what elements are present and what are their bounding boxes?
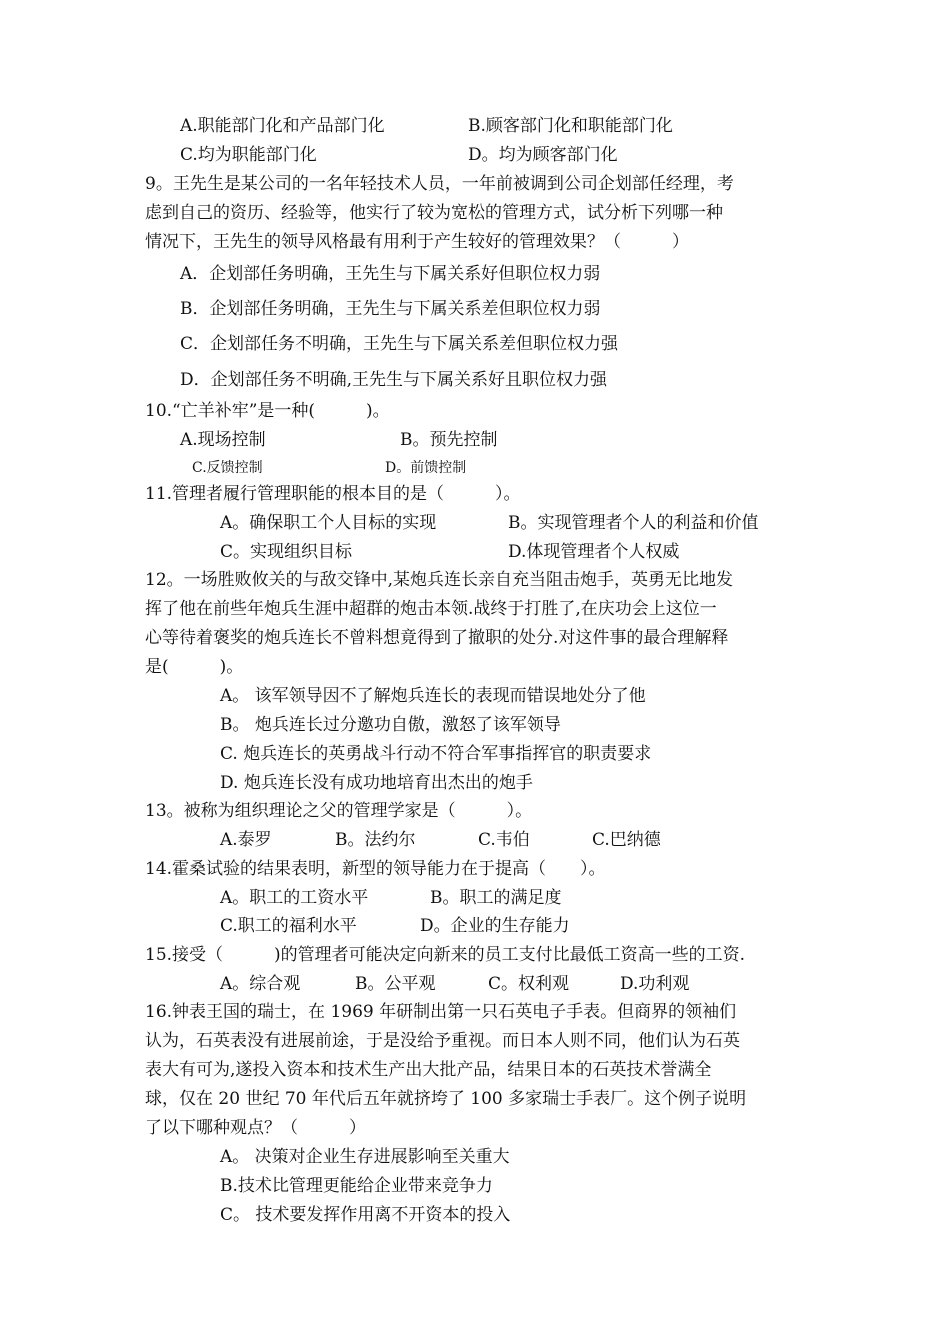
q12-option-b: B。 炮兵连长过分邀功自傲，激怒了该军领导 [220,715,561,735]
q11-stem: 11.管理者履行管理职能的根本目的是（ ）。 [145,484,521,504]
q11-option-b: B。实现管理者个人的利益和价值 [508,513,759,533]
q14-option-a: A。职工的工资水平 [220,888,369,908]
q9-stem-line-2: 虑到自己的资历、经验等，他实行了较为宽松的管理方式，试分析下列哪一种 [145,203,723,223]
q9-option-d: D．企划部任务不明确,王先生与下属关系好且职位权力强 [180,370,608,390]
q15-option-d: D.功利观 [620,974,690,994]
q15-option-c: C。权利观 [488,974,570,994]
q12-option-d: D. 炮兵连长没有成功地培育出杰出的炮手 [220,773,533,793]
q13-stem: 13。被称为组织理论之父的管理学家是（ ）。 [145,801,533,821]
q13-option-b: B。法约尔 [335,830,416,850]
q12-stem-line-4: 是( )。 [145,657,244,677]
q8-option-a: A.职能部门化和产品部门化 [180,116,385,136]
q9-option-a: A．企划部任务明确，王先生与下属关系好但职位权力弱 [180,264,601,284]
q16-stem-line-5: 了以下哪种观点？（ ） [145,1118,366,1138]
q10-stem: 10.“亡羊补牢”是一种( )。 [145,401,390,421]
q16-stem-line-2: 认为，石英表没有进展前途，于是没给予重视。而日本人则不同，他们认为石英 [145,1031,740,1051]
q14-option-b: B。职工的满足度 [430,888,562,908]
q11-option-c: C。实现组织目标 [220,542,353,562]
q16-option-a: A。 决策对企业生存进展影响至关重大 [220,1147,510,1167]
q16-option-b: B.技术比管理更能给企业带来竞争力 [220,1176,493,1196]
q14-option-d: D。企业的生存能力 [420,916,570,936]
q16-stem-line-3: 表大有可为,遂投入资本和技术生产出大批产品，结果日本的石英技术誉满全 [145,1060,712,1080]
q12-stem-line-2: 挥了他在前些年炮兵生涯中超群的炮击本领.战终于打胜了,在庆功会上这位一 [145,599,717,619]
q13-option-c: C.韦伯 [478,830,530,850]
q14-stem: 14.霍桑试验的结果表明，新型的领导能力在于提高（ ）。 [145,859,606,879]
q10-option-b: B。预先控制 [400,430,498,450]
q16-stem-line-1: 16.钟表王国的瑞士，在 1969 年研制出第一只石英电子手表。但商界的领袖们 [145,1002,737,1022]
q13-option-a: A.泰罗 [220,830,272,850]
q13-option-d: C.巴纳德 [592,830,661,850]
q9-option-c: C．企划部任务不明确，王先生与下属关系差但职位权力强 [180,334,619,354]
q8-option-d: D。均为顾客部门化 [468,145,618,165]
q16-stem-line-4: 球，仅在 20 世纪 70 年代后五年就挤垮了 100 多家瑞士手表厂。这个例子说明 [145,1089,747,1109]
q8-option-b: B.顾客部门化和职能部门化 [468,116,673,136]
q12-stem-line-1: 12。一场胜败攸关的与敌交锋中,某炮兵连长亲自充当阻击炮手，英勇无比地发 [145,570,734,590]
q10-option-d: D。前馈控制 [385,460,467,476]
q10-option-c: C.反馈控制 [192,460,263,476]
q12-option-c: C. 炮兵连长的英勇战斗行动不符合军事指挥官的职责要求 [220,744,652,764]
q15-stem: 15.接受（ )的管理者可能决定向新来的员工支付比最低工资高一些的工资. [145,945,746,965]
q12-option-a: A。 该军领导因不了解炮兵连长的表现而错误地处分了他 [220,686,646,706]
q9-stem-line-3: 情况下，王先生的领导风格最有用利于产生较好的管理效果？（ ） [145,232,689,252]
q11-option-d: D.体现管理者个人权威 [508,542,680,562]
q15-option-a: A。综合观 [220,974,301,994]
q16-option-c: C。 技术要发挥作用离不开资本的投入 [220,1205,511,1225]
q14-option-c: C.职工的福利水平 [220,916,357,936]
q12-stem-line-3: 心等待着褒奖的炮兵连长不曾料想竟得到了撤职的处分.对这件事的最合理解释 [145,628,729,648]
q10-option-a: A.现场控制 [180,430,266,450]
q11-option-a: A。确保职工个人目标的实现 [220,513,437,533]
q9-option-b: B．企划部任务明确，王先生与下属关系差但职位权力弱 [180,299,601,319]
q15-option-b: B。公平观 [355,974,436,994]
q8-option-c: C.均为职能部门化 [180,145,317,165]
q9-stem-line-1: 9。王先生是某公司的一名年轻技术人员，一年前被调到公司企划部任经理，考 [145,174,734,194]
